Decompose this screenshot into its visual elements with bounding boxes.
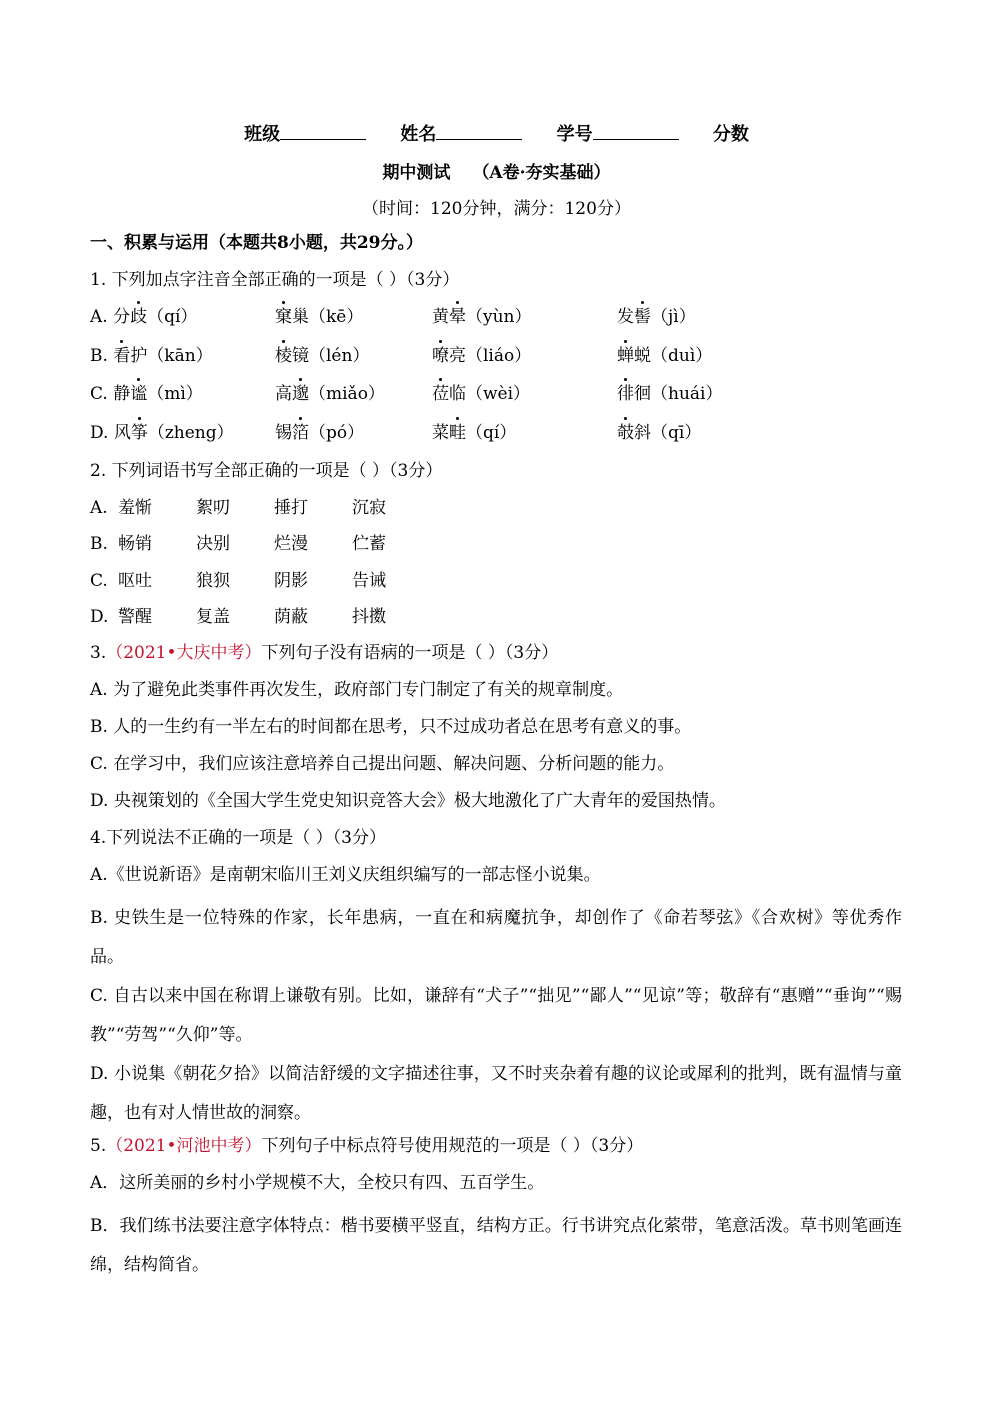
class-blank [280, 123, 366, 140]
q1-option-row [90, 420, 902, 459]
q2-word: 荫蔽 [274, 606, 308, 627]
q2-options [90, 495, 902, 640]
q1-option-row [90, 343, 902, 382]
q5-source: （2021•河池中考） [106, 1136, 262, 1157]
q1-pinyin: （qī） [651, 422, 702, 443]
q2-word: 烂漫 [274, 534, 308, 555]
q2-word: 羞惭 [118, 498, 152, 518]
q2-word: 决别 [196, 534, 230, 555]
q3-stem [90, 640, 902, 677]
q2-stem: 2. 下列词语书写全部正确的一项是（ ）（3分） [90, 461, 443, 481]
q1-pinyin: （kē） [309, 307, 364, 327]
q2-option-row [90, 568, 902, 604]
exam-title-sub: （A卷·夯实基础） [472, 163, 611, 183]
q1-option-label: D. [90, 422, 114, 443]
q1-word-part: 蜕 [634, 345, 651, 366]
q2-option-label: B. [90, 534, 108, 555]
q1-dotted-char: 嘹 [432, 343, 449, 369]
q1-option-item [617, 381, 817, 420]
class-label: 班级 [244, 124, 281, 145]
q1-dotted-char: 畦 [449, 420, 466, 446]
q1-option-item [275, 304, 432, 343]
q1-pinyin: （lén） [309, 345, 370, 366]
q1-word-part: 分 [113, 307, 131, 327]
q3-question: 下列句子没有语病的一项是（ ）（3分） [261, 643, 559, 664]
q1-pinyin: （yùn） [466, 307, 532, 327]
q3-option-b: B. 人的一生约有一半左右的时间都在思考，只不过成功者总在思考有意义的事。 [90, 717, 692, 738]
q5-number: 5. [90, 1136, 107, 1157]
q1-option-item [432, 381, 617, 420]
q5-option-a: A．这所美丽的乡村小学规模不大，全校只有四、五百学生。 [90, 1173, 545, 1194]
q1-option-item [90, 343, 275, 382]
q1-dotted-char: 攲 [617, 420, 634, 446]
q1-option-label: A. [90, 307, 114, 327]
q2-word: 畅销 [118, 534, 152, 555]
time-info: （时间：120分钟，满分：120分） [362, 199, 631, 219]
q1-dotted-char: 棱 [275, 343, 292, 369]
q1-option-row [90, 381, 902, 420]
q1-option-item [432, 304, 617, 343]
q1-pinyin: （liáo） [466, 345, 532, 366]
q2-word: 阴影 [274, 570, 308, 591]
student-id-label: 学号 [556, 124, 593, 145]
q1-dotted-char: 筝 [131, 420, 148, 446]
q3-option-d: D. 央视策划的《全国大学生党史知识竞答大会》极大地激化了广大青年的爱国热情。 [90, 791, 726, 812]
q1-dotted-char: 窠 [275, 304, 292, 330]
q1-pinyin: （duì） [651, 345, 713, 366]
q1-word-part: 锡 [275, 422, 292, 443]
name-field [400, 120, 522, 146]
q3-option-a: A. 为了避免此类事件再次发生，政府部门专门制定了有关的规章制度。 [90, 680, 624, 701]
q1-pinyin: （qí） [147, 307, 198, 327]
q1-word-part: 斜 [634, 422, 651, 443]
q4-option-a: A.《世说新语》是南朝宋临川王刘义庆组织编写的一部志怪小说集。 [90, 865, 601, 886]
q1-word-part: 黄 [432, 307, 449, 327]
q2-word: 沉寂 [352, 498, 386, 518]
q1-word-part: 镜 [292, 345, 309, 366]
q1-pinyin: （huái） [651, 384, 723, 404]
q1-dotted-char: 箔 [292, 420, 309, 446]
q1-pinyin: （mì） [147, 384, 203, 404]
q1-word-part: 风 [113, 422, 131, 443]
q1-option-item [617, 420, 817, 459]
q1-word-part: 护 [130, 345, 148, 366]
q1-word-part: 徊 [634, 384, 651, 404]
name-label: 姓名 [400, 124, 437, 145]
q2-word: 絮叨 [196, 498, 230, 518]
q2-word: 狼狈 [196, 570, 230, 591]
q1-dotted-char: 莅 [432, 381, 449, 407]
q3-source: （2021•大庆中考） [106, 643, 262, 664]
score-label: 分数 [712, 124, 749, 145]
section-title: 一、积累与运用（本题共8小题，共29分。） [90, 233, 423, 253]
q1-option-item [432, 343, 617, 382]
q1-pinyin: （qí） [466, 422, 517, 443]
student-id-field [557, 120, 679, 146]
q1-word-part: 静 [113, 384, 131, 404]
q1-dotted-char: 髻 [634, 304, 651, 330]
q1-pinyin: （zheng） [147, 422, 234, 443]
q2-option-row [90, 604, 902, 640]
exam-title [0, 158, 993, 183]
q2-option-label: D. [90, 606, 109, 627]
q2-option-row [90, 531, 902, 567]
q4-option-b: B. 史铁生是一位特殊的作家，长年患病，一直在和病魔抗争，却创作了《命若琴弦》《合欢树》等优秀作品。 [90, 908, 902, 968]
q1-option-row [90, 304, 902, 343]
q1-pinyin: （jì） [651, 307, 696, 327]
q1-option-item [90, 381, 275, 420]
q5-stem [90, 1133, 902, 1170]
q1-options [90, 304, 902, 458]
q3-option-c: C. 在学习中，我们应该注意培养自己提出问题、解决问题、分析问题的能力。 [90, 754, 675, 775]
exam-content [90, 230, 902, 1285]
q1-option-item [617, 304, 817, 343]
q1-word-part: 发 [617, 307, 634, 327]
q2-option-label: A. [90, 498, 108, 518]
q1-pinyin: （wèi） [466, 384, 531, 404]
q1-word-part: 高 [275, 384, 292, 404]
q1-pinyin: （miǎo） [309, 384, 385, 404]
q5-question: 下列句子中标点符号使用规范的一项是（ ）（3分） [261, 1136, 644, 1157]
q1-option-item [617, 343, 817, 382]
q3-number: 3. [90, 643, 107, 664]
q1-option-label: C. [90, 384, 114, 404]
q2-word: 警醒 [118, 606, 152, 627]
score-field [713, 120, 749, 146]
q1-option-item [432, 420, 617, 459]
q4-stem: 4.下列说法不正确的一项是（ ）（3分） [90, 828, 386, 849]
q2-word: 抖擞 [352, 606, 386, 627]
q1-stem: 1. 下列加点字注音全部正确的一项是（ ）（3分） [90, 270, 460, 290]
q1-pinyin: （pó） [309, 422, 365, 443]
q2-word: 捶打 [274, 498, 308, 518]
q1-option-label: B. [90, 345, 114, 366]
q1-word-part: 巢 [292, 307, 309, 327]
q1-option-item [90, 304, 275, 343]
q1-dotted-char: 谧 [130, 381, 147, 407]
q1-dotted-char: 歧 [130, 304, 147, 330]
q4-option-c: C. 自古以来中国在称谓上谦敬有别。比如，谦辞有“犬子”“拙见”“鄙人”“见谅”等；敬辞有“惠赠”“垂询”“赐教”“劳驾”“久仰”等。 [90, 986, 902, 1046]
q2-word: 告诫 [352, 570, 386, 591]
header-info-line [0, 120, 993, 146]
q1-option-item [275, 381, 432, 420]
q2-word: 伫蓄 [352, 534, 386, 555]
q1-dotted-char: 看 [113, 343, 130, 369]
q1-word-part: 菜 [432, 422, 449, 443]
q1-dotted-char: 徘 [617, 381, 634, 407]
q2-word: 复盖 [196, 606, 230, 627]
q1-option-item [275, 420, 432, 459]
q1-dotted-char: 蝉 [617, 343, 634, 369]
q5-option-b: B．我们练书法要注意字体特点：楷书要横平竖直，结构方正。行书讲究点化萦带，笔意活泼。草书则笔画连绵，结构简省。 [90, 1216, 902, 1276]
q1-word-part: 临 [449, 384, 466, 404]
q2-word: 呕吐 [118, 570, 152, 591]
exam-title-main: 期中测试 [382, 163, 451, 183]
class-field [244, 120, 366, 146]
q2-option-label: C. [90, 570, 108, 591]
q4-option-d: D. 小说集《朝花夕拾》以简洁舒缓的文字描述往事，又不时夹杂着有趣的议论或犀利的批判，既有温情与童趣，也有对人情世故的洞察。 [90, 1064, 902, 1124]
q1-dotted-char: 晕 [449, 304, 466, 330]
q1-pinyin: （kān） [147, 345, 213, 366]
q1-option-item [275, 343, 432, 382]
q2-option-row [90, 495, 902, 531]
q1-dotted-char: 邈 [292, 381, 309, 407]
q1-option-item [90, 420, 275, 459]
q1-word-part: 亮 [449, 345, 466, 366]
student-id-blank [593, 123, 679, 140]
name-blank [436, 123, 522, 140]
